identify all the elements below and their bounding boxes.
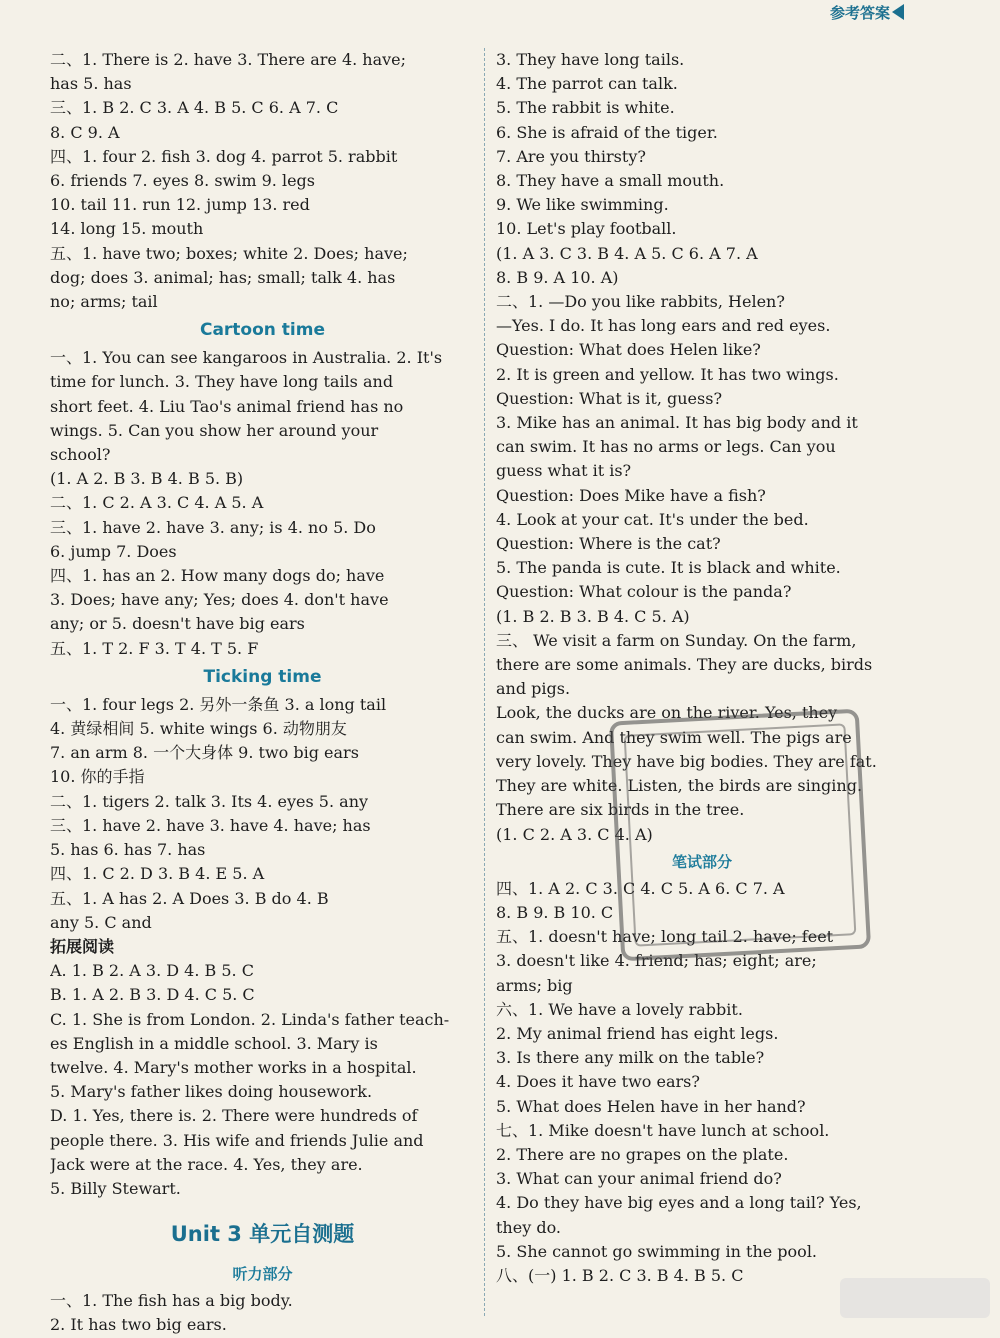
answer-line: 三、1. B 2. C 3. A 4. B 5. C 6. A 7. C <box>50 98 339 118</box>
answer-line: 6. She is afraid of the tiger. <box>496 122 718 142</box>
answer-line: any 5. C and <box>50 912 152 932</box>
answer-line: They are white. Listen, the birds are singing. <box>496 776 863 796</box>
answer-line: 3. What can your animal friend do? <box>496 1169 782 1189</box>
section-heading: 笔试部分 <box>671 852 732 871</box>
answer-line: 二、1. —Do you like rabbits, Helen? <box>496 292 785 312</box>
answer-line: (1. C 2. A 3. C 4. A) <box>496 824 653 844</box>
answer-line: 4. Do they have big eyes and a long tail? Yes, <box>496 1193 862 1213</box>
answer-line: 5. Mary's father likes doing housework. <box>50 1082 373 1102</box>
answer-line: 三、1. have 2. have 3. any; is 4. no 5. Do <box>50 517 376 537</box>
answer-line: 七、1. Mike doesn't have lunch at school. <box>496 1120 830 1140</box>
answer-line: Question: What is it, guess? <box>496 388 723 408</box>
answer-line: no; arms; tail <box>50 292 158 312</box>
answer-line: es English in a middle school. 3. Mary is <box>50 1033 378 1053</box>
answer-line: 3. They have long tails. <box>496 50 685 69</box>
section-heading: Unit 3 单元自测题 <box>170 1222 355 1247</box>
answer-line: has 5. has <box>50 74 132 94</box>
answer-line: —Yes. I do. It has long ears and red eyes. <box>496 316 831 336</box>
answer-line: 2. It has two big ears. <box>50 1315 227 1335</box>
answer-line: 一、1. You can see kangaroos in Australia. 2. It's <box>50 348 443 368</box>
answer-line: (1. A 2. B 3. B 4. B 5. B) <box>50 469 244 489</box>
answer-line: arms; big <box>496 975 573 995</box>
answer-line: and pigs. <box>496 679 571 699</box>
answer-line: 四、1. has an 2. How many dogs do; have <box>50 566 385 586</box>
answer-line: 14. long 15. mouth <box>50 219 204 239</box>
answer-line: 6. friends 7. eyes 8. swim 9. legs <box>50 171 315 191</box>
answer-line: 3. Mike has an animal. It has big body and it <box>496 413 858 433</box>
answer-line: 4. Look at your cat. It's under the bed. <box>496 509 809 529</box>
answer-line: any; or 5. doesn't have big ears <box>50 614 305 634</box>
answer-line: D. 1. Yes, there is. 2. There were hundreds of <box>50 1106 418 1126</box>
answer-line: 二、1. There is 2. have 3. There are 4. have; <box>50 50 407 69</box>
answer-line: 5. has 6. has 7. has <box>50 840 206 860</box>
left-column <box>50 48 475 1338</box>
answer-line: 7. Are you thirsty? <box>496 146 646 166</box>
answer-line: 9. We like swimming. <box>496 195 669 215</box>
answer-line: 8. They have a small mouth. <box>496 171 725 191</box>
answer-line: 八、(一) 1. B 2. C 3. B 4. B 5. C <box>496 1265 744 1285</box>
answer-line: 五、1. have two; boxes; white 2. Does; have; <box>50 243 408 263</box>
answer-line: 10. 你的手指 <box>50 767 145 787</box>
watermark-stamp <box>609 709 871 962</box>
answer-line: 二、1. tigers 2. talk 3. Its 4. eyes 5. any <box>50 791 369 811</box>
arrow-left-icon <box>892 4 904 20</box>
answer-line: 六、1. We have a lovely rabbit. <box>496 999 743 1019</box>
answer-line: twelve. 4. Mary's mother works in a hospital. <box>50 1057 417 1077</box>
answer-line: there are some animals. They are ducks, birds <box>496 655 873 675</box>
answer-line: B. 1. A 2. B 3. D 4. C 5. C <box>50 985 255 1005</box>
answer-line: C. 1. She is from London. 2. Linda's father teach- <box>50 1009 450 1029</box>
answer-line: 5. What does Helen have in her hand? <box>496 1096 806 1116</box>
answer-line: 二、1. C 2. A 3. C 4. A 5. A <box>50 493 264 513</box>
answer-line: 4. 黄绿相间 5. white wings 6. 动物朋友 <box>50 719 347 739</box>
answer-line: 3. doesn't like 4. friend; has; eight; are; <box>496 951 817 971</box>
answer-line: 五、1. T 2. F 3. T 4. T 5. F <box>50 638 259 658</box>
answer-line: (1. A 3. C 3. B 4. A 5. C 6. A 7. A <box>496 243 758 263</box>
answer-line: Question: What colour is the panda? <box>496 582 792 602</box>
answer-line: can swim. It has no arms or legs. Can you <box>496 437 836 457</box>
answer-line: 8. C 9. A <box>50 122 120 142</box>
answer-line: 7. an arm 8. 一个大身体 9. two big ears <box>50 743 359 763</box>
answer-line: 四、1. A 2. C 3. C 4. C 5. A 6. C 7. A <box>496 878 785 898</box>
answer-line: A. 1. B 2. A 3. D 4. B 5. C <box>50 961 254 981</box>
answer-line: 2. My animal friend has eight legs. <box>496 1023 779 1043</box>
answer-line: Question: What does Helen like? <box>496 340 761 360</box>
answer-line: 5. The rabbit is white. <box>496 98 675 118</box>
answer-line: 四、1. C 2. D 3. B 4. E 5. A <box>50 864 265 884</box>
column-divider <box>484 48 485 1316</box>
right-column <box>496 48 908 1288</box>
answer-line: school? <box>50 445 111 465</box>
section-heading: 听力部分 <box>232 1265 293 1284</box>
answer-line: Question: Does Mike have a fish? <box>496 485 766 505</box>
answer-line: 2. There are no grapes on the plate. <box>496 1144 789 1164</box>
answer-line: Look, the ducks are on the river. Yes, they <box>496 703 838 723</box>
answer-line: 三、1. have 2. have 3. have 4. have; has <box>50 815 371 835</box>
answer-line: wings. 5. Can you show her around your <box>50 420 379 440</box>
answer-line: There are six birds in the tree. <box>496 800 745 820</box>
answer-line: 3. Does; have any; Yes; does 4. don't have <box>50 590 389 610</box>
answer-line: 五、1. A has 2. A Does 3. B do 4. B <box>50 888 329 908</box>
answer-line: guess what it is? <box>496 461 632 481</box>
section-heading: 拓展阅读 <box>50 936 115 956</box>
answer-line: Question: Where is the cat? <box>496 534 721 554</box>
answer-line: Jack were at the race. 4. Yes, they are. <box>50 1154 363 1174</box>
answer-line: 5. The panda is cute. It is black and white. <box>496 558 841 578</box>
answer-line: 10. tail 11. run 12. jump 13. red <box>50 195 310 215</box>
answer-line: can swim. And they swim well. The pigs are <box>496 727 852 747</box>
answer-line: 4. The parrot can talk. <box>496 74 678 94</box>
answer-line: 2. It is green and yellow. It has two wings. <box>496 364 839 384</box>
answer-line: 6. jump 7. Does <box>50 541 177 561</box>
section-tag: 参考答案 <box>829 4 890 22</box>
answer-line: 一、1. The fish has a big body. <box>50 1291 293 1311</box>
section-heading: Ticking time <box>203 666 322 687</box>
answer-line: dog; does 3. animal; has; small; talk 4. has <box>50 267 396 287</box>
answer-line: 10. Let's play football. <box>496 219 677 239</box>
answer-line: short feet. 4. Liu Tao's animal friend has no <box>50 396 404 416</box>
answer-line: 8. B 9. B 10. C <box>496 902 614 922</box>
answer-line: they do. <box>496 1217 562 1237</box>
answer-line: (1. B 2. B 3. B 4. C 5. A) <box>496 606 690 626</box>
answer-line: time for lunch. 3. They have long tails and <box>50 372 394 392</box>
answer-line: 4. Does it have two ears? <box>496 1072 700 1092</box>
answer-line: 三、 We visit a farm on Sunday. On the farm, <box>496 630 857 650</box>
answer-line: 3. Is there any milk on the table? <box>496 1048 765 1068</box>
answer-line: people there. 3. His wife and friends Julie and <box>50 1130 424 1150</box>
answer-line: very lovely. They have big bodies. They are fat. <box>496 751 877 771</box>
corner-watermark <box>840 1278 990 1318</box>
answer-line: 8. B 9. A 10. A) <box>496 267 619 287</box>
answer-line: 5. She cannot go swimming in the pool. <box>496 1241 818 1261</box>
section-heading: Cartoon time <box>199 320 326 341</box>
answer-line: 四、1. four 2. fish 3. dog 4. parrot 5. rabbit <box>50 146 398 166</box>
answer-line: 一、1. four legs 2. 另外一条鱼 3. a long tail <box>50 694 387 714</box>
answer-line: 五、1. doesn't have; long tail 2. have; feet <box>496 927 834 947</box>
answer-line: 5. Billy Stewart. <box>50 1178 181 1198</box>
